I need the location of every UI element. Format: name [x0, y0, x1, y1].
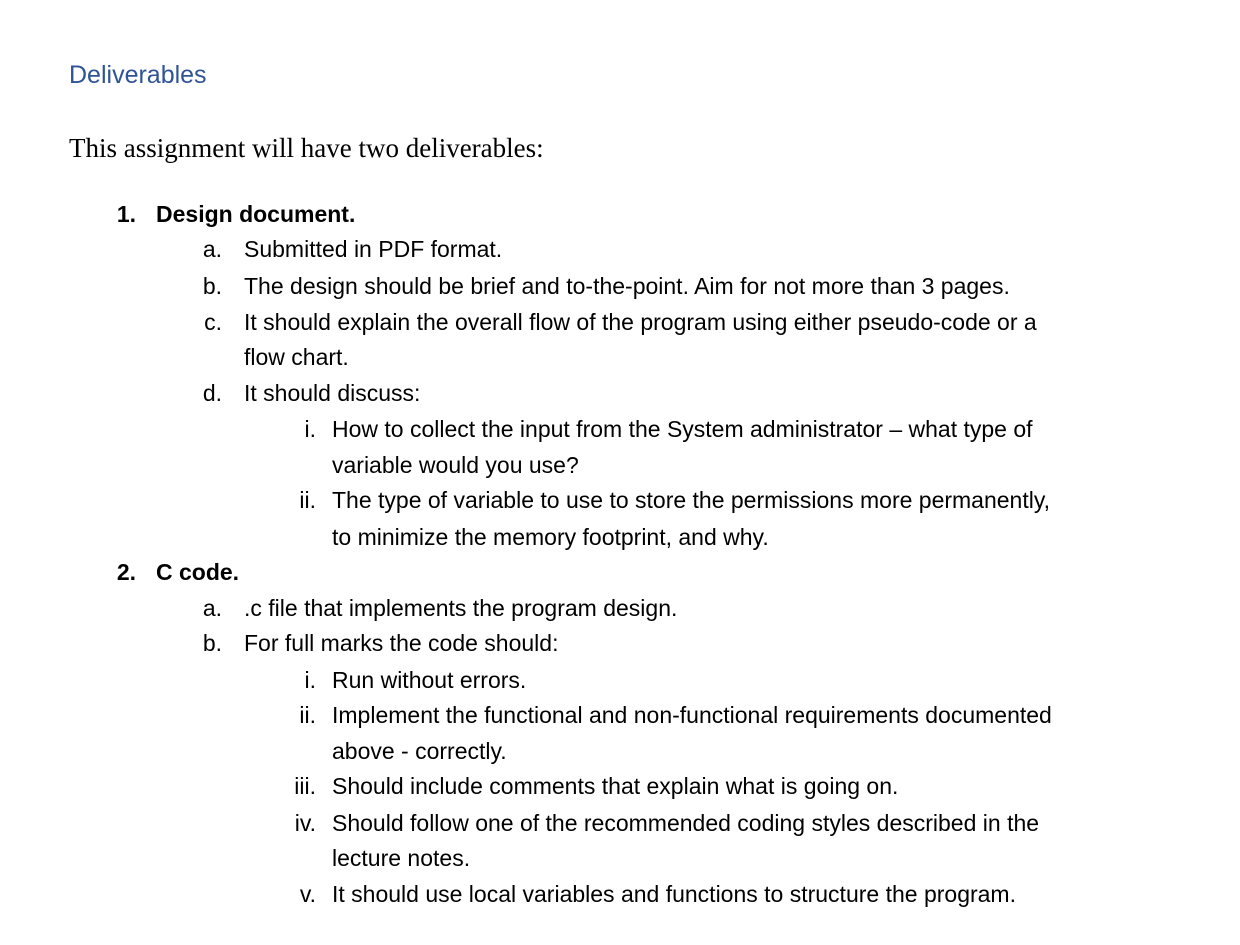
list-item-text: The type of variable to use to store the permissions more permanently,: [332, 487, 1051, 513]
list-item-text: to minimize the memory footprint, and why.: [332, 524, 769, 550]
list-item-text: above - correctly.: [332, 738, 507, 764]
list-item-text: It should discuss:: [244, 380, 421, 406]
list-item-text: Implement the functional and non-functional requirements documented: [332, 702, 1052, 728]
list-marker: a.: [202, 236, 222, 262]
list-item-text: Should include comments that explain what is going on.: [332, 773, 899, 799]
list-marker: a.: [202, 595, 222, 621]
list-marker: i.: [304, 667, 316, 693]
list-marker: 1.: [116, 201, 136, 227]
list-marker: d.: [202, 380, 222, 406]
list-item-text: Submitted in PDF format.: [244, 236, 503, 262]
list-item-text: flow chart.: [244, 344, 349, 370]
list-item-text: How to collect the input from the System administrator – what type of: [332, 416, 1033, 442]
list-item-title: Design document.: [156, 201, 356, 227]
list-marker: iii.: [294, 773, 316, 799]
intro-paragraph: This assignment will have two deliverables:: [69, 133, 544, 163]
list-marker: i.: [304, 416, 316, 442]
list-item-text: lecture notes.: [332, 845, 471, 871]
list-marker: ii.: [299, 702, 316, 728]
list-marker: v.: [299, 881, 316, 907]
list-item-text: It should explain the overall flow of the program using either pseudo-code or a: [244, 309, 1037, 335]
list-item-text: For full marks the code should:: [244, 630, 559, 656]
list-item-title: C code.: [156, 559, 240, 585]
list-marker: ii.: [299, 487, 316, 513]
list-marker: c.: [204, 309, 222, 335]
list-item-text: Run without errors.: [332, 667, 527, 693]
list-item-text: The design should be brief and to-the-point. Aim for not more than 3 pages.: [244, 273, 1010, 299]
list-marker: 2.: [116, 559, 136, 585]
list-item-text: It should use local variables and functions to structure the program.: [332, 881, 1016, 907]
list-item-text: Should follow one of the recommended coding styles described in the: [332, 810, 1040, 836]
list-item-text: variable would you use?: [332, 452, 579, 478]
list-item-text: .c file that implements the program design.: [244, 595, 678, 621]
list-marker: b.: [202, 630, 222, 656]
list-marker: b.: [202, 273, 222, 299]
section-heading: Deliverables: [69, 61, 207, 89]
list-marker: iv.: [294, 810, 316, 836]
